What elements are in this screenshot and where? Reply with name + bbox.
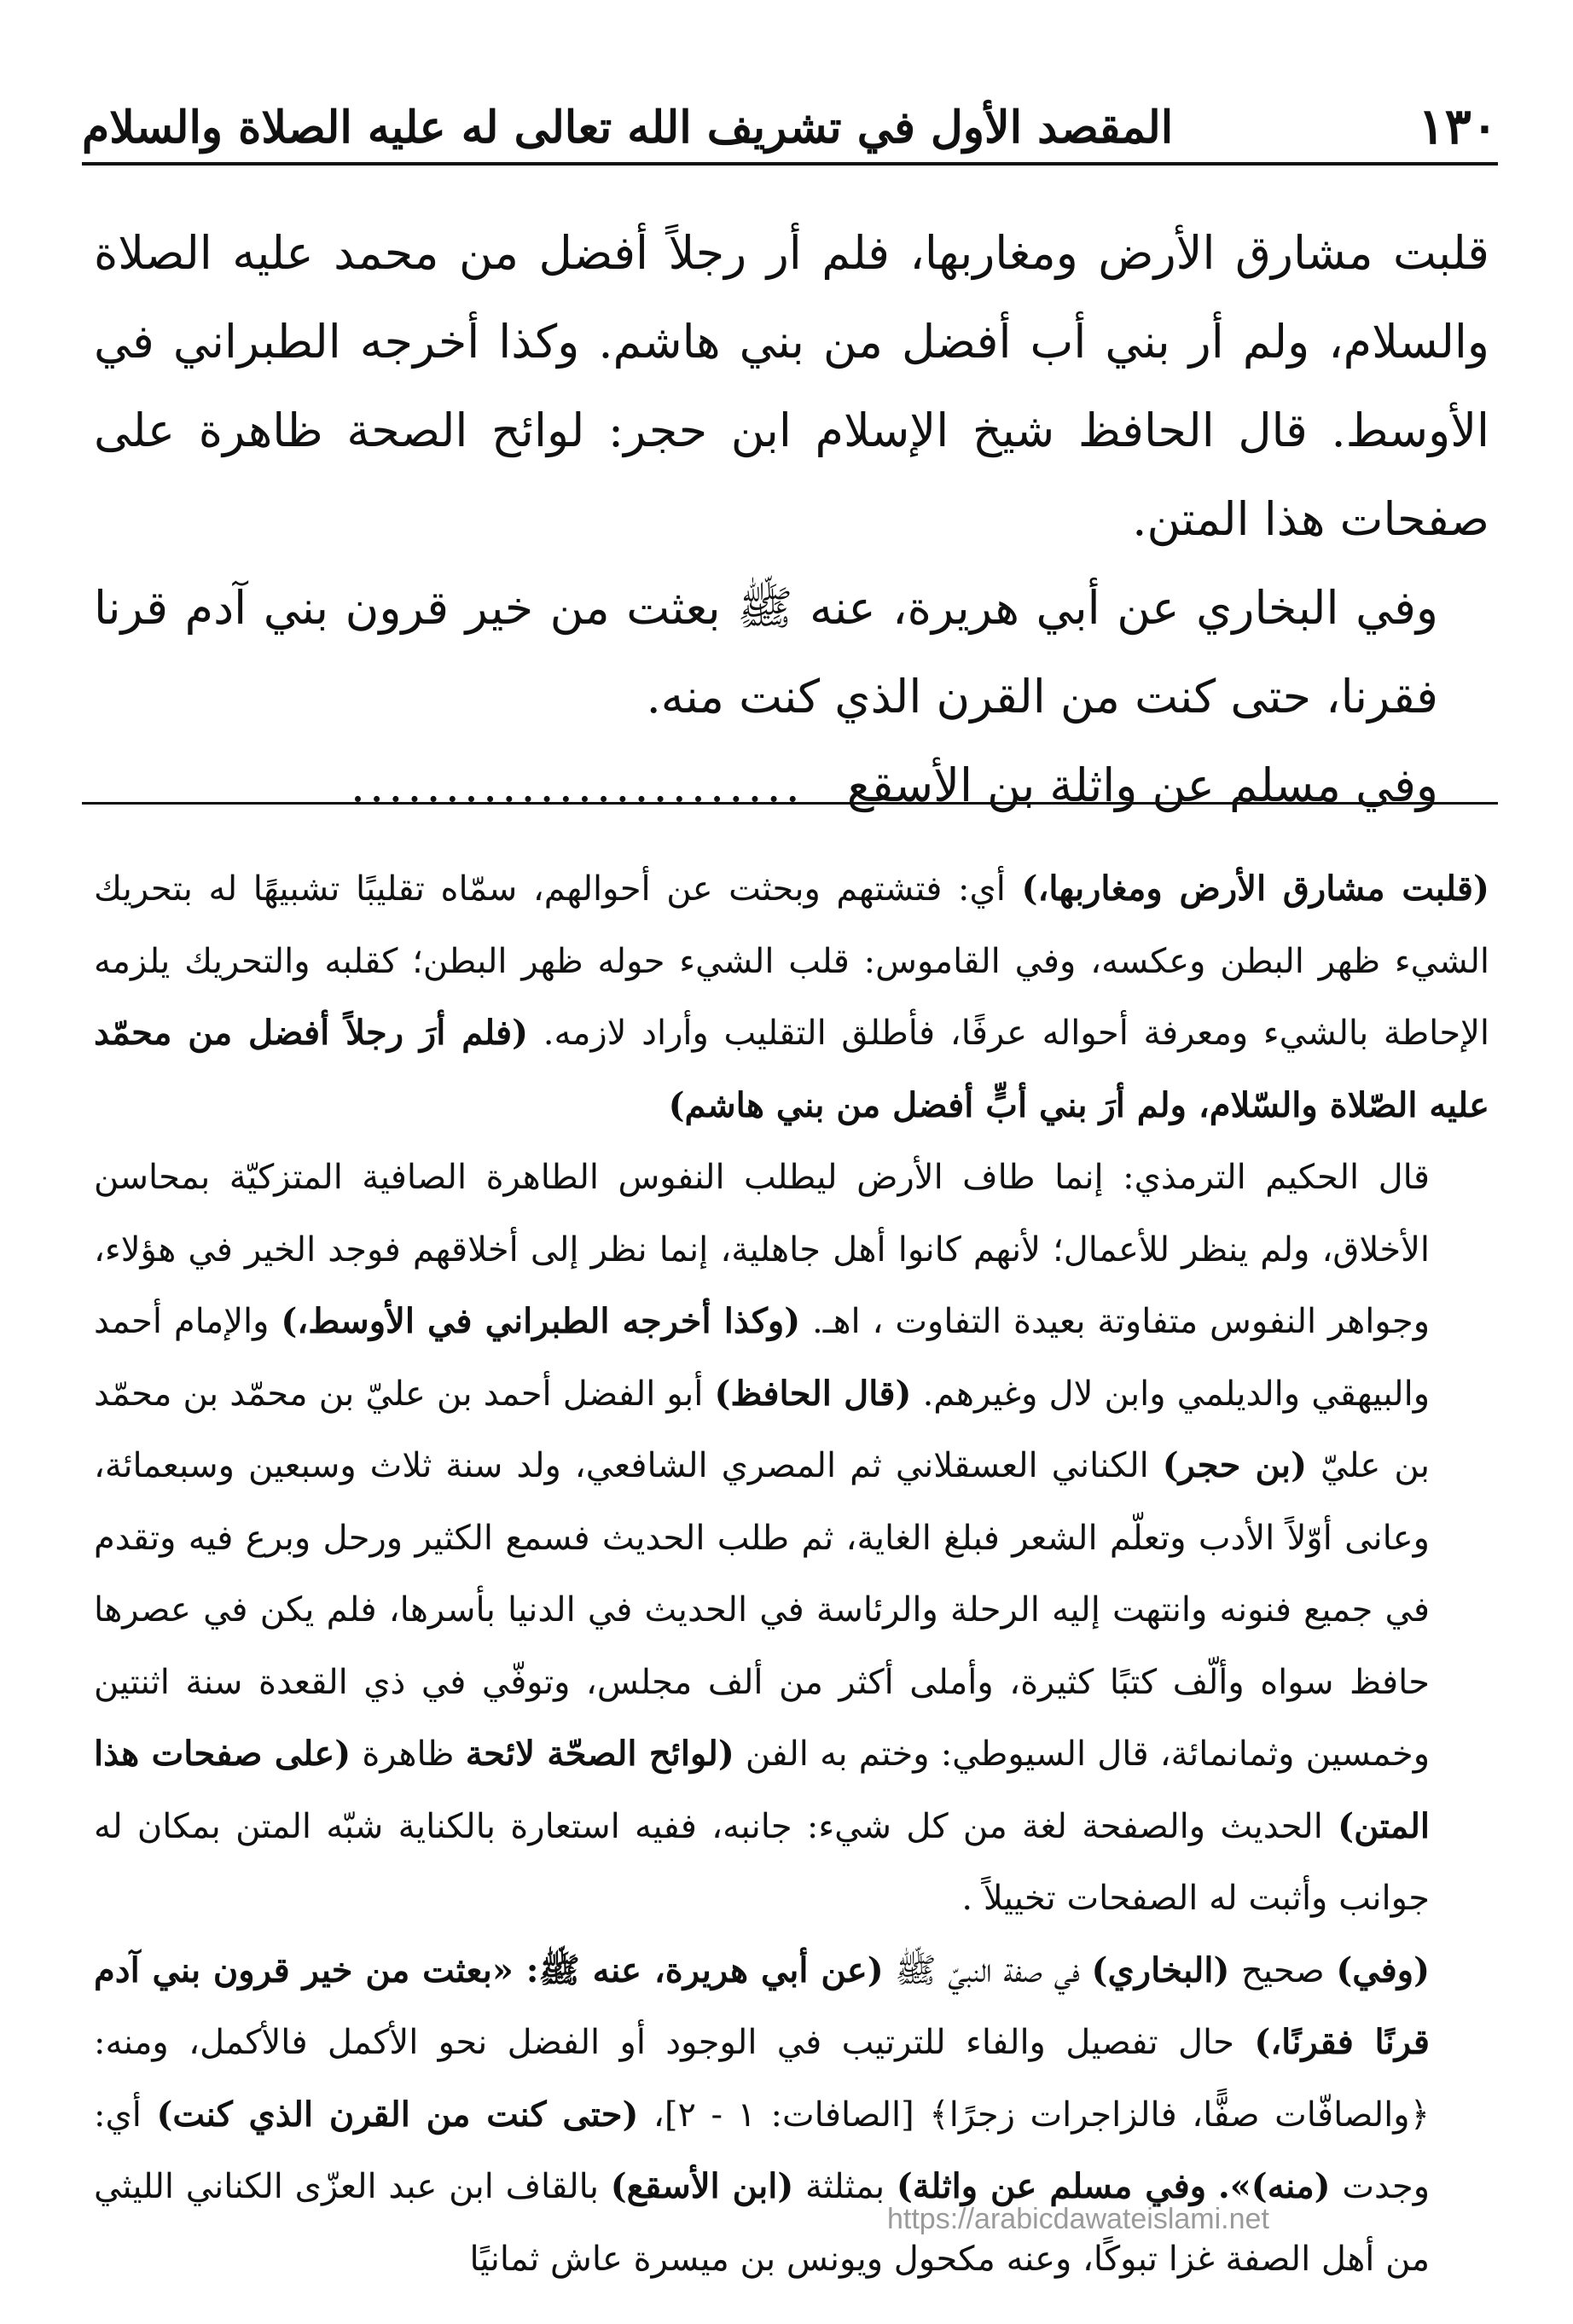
page-number: ١٣٠ xyxy=(1418,97,1498,155)
quoted-matn-phrase: (على صفحات هذا المتن) xyxy=(94,1734,1431,1846)
quoted-matn-phrase: (حتى كنت من القرن الذي كنت) xyxy=(156,2094,639,2135)
commentary-text-run: صحيح xyxy=(1229,1950,1337,1990)
quoted-matn-phrase: (ابن الأسقع) xyxy=(610,2166,794,2206)
watermark-url: https://arabicdawateislami.net xyxy=(887,2203,1269,2235)
commentary-text-run: الحديث والصفحة لغة من كل شيء: جانبه، ففيه استعارة بالكناية شبّه المتن بمكان له جوانب وأثبت له الصفحات تخييلاً . xyxy=(94,1806,1430,1918)
commentary-text-run xyxy=(1206,2167,1218,2206)
separator-rule xyxy=(82,802,1498,805)
commentary-paragraph xyxy=(94,1935,1489,2296)
main-text xyxy=(94,209,1489,830)
quoted-matn-phrase: (لوائح الصحّة لائحة xyxy=(465,1734,734,1774)
commentary-text-run: حال تفصيل والفاء للترتيب في الوجود أو الفضل نحو الأكمل فالأكمل، ومنه: ﴿والصافّات صفًّا، فالزاجرات زجرًا﴾ [الصافات: ١ - ٢]، xyxy=(94,2023,1431,2135)
commentary-paragraph xyxy=(94,1142,1489,1935)
main-paragraph-3 xyxy=(94,741,1489,830)
commentary-text xyxy=(94,853,1489,2295)
quoted-matn-phrase: (بن حجر) xyxy=(1162,1445,1307,1485)
commentary-text-run: بمثلثة xyxy=(793,2167,897,2206)
main-paragraph-1: قلبت مشارق الأرض ومغاربها، فلم أر رجلاً أفضل من محمد عليه الصلاة والسلام، ولم أر بني أب أفضل من بني هاشم. وكذا أخرجه الطبراني في الأوسط. قال الحافظ شيخ الإسلام ابن حجر: لوائح الصحة ظاهرة على صفحات هذا المتن. xyxy=(94,226,1489,546)
commentary-text-run: الكناني العسقلاني ثم المصري الشافعي، ولد سنة ثلاث وسبعين وسبعمائة، وعانى أوّلاً الأدب وتعلّم الشعر فبلغ الغاية، ثم طلب الحديث فسمع الكثير ورحل وبرع فيه وتقدم في جميع فنونه وانتهت إليه الرحلة والرئاسة في الحديث في الدنيا بأسرها، فلم يكن في عصرها حافظ سواه وألّف كتبًا كثيرة، وأملى أكثر من ألف مجلس، وتوفّي في ذي القعدة سنة اثنتين وخمسين وثمانمائة، قال السيوطي: وختم به الفن xyxy=(94,1446,1431,1774)
running-title: المقصد الأول في تشريف الله تعالى له عليه الصلاة والسلام xyxy=(82,102,1174,154)
commentary-text-run: أبو الفضل أحمد بن عليّ بن محمّد بن محمّد بن عليّ xyxy=(94,1374,1430,1485)
quoted-matn-phrase: (وفي) xyxy=(1336,1949,1430,1990)
commentary-text-run: والإمام أحمد والبيهقي والديلمي وابن لال وغيرهم. xyxy=(94,1302,1431,1414)
commentary-paragraph xyxy=(94,853,1489,1142)
quoted-matn-phrase: (عن أبي هريرة، عنه ﷺ: «بعثت من خير قرون بني آدم قرنًا فقرنًا،) xyxy=(94,1949,1430,2062)
quoted-matn-phrase: (منه)». xyxy=(1217,2166,1331,2206)
main-paragraph-2: وفي البخاري عن أبي هريرة، عنه ﷺ بعثت من خير قرون بني آدم قرنا فقرنا، حتى كنت من القرن الذي كنت منه. xyxy=(94,581,1438,723)
quoted-matn-phrase: (قال الحافظ) xyxy=(714,1373,912,1414)
page-header xyxy=(82,92,1498,166)
commentary-text-run: في صفة النبيّ ﷺ xyxy=(883,1950,1092,1990)
quoted-matn-phrase: (فلم أرَ رجلاً أفضل من محمّد عليه الصّلاة والسّلام، ولم أرَ بني أبٍّ أفضل من بني هاشم) xyxy=(94,1013,1489,1125)
commentary-text-run: أي: فتشتهم وبحثت عن أحوالهم، سمّاه تقليبًا تشبيهًا له بتحريك الشيء ظهر البطن وعكسه، وفي القاموس: قلب الشيء حوله ظهر البطن؛ كقلبه والتحريك يلزمه الإحاطة بالشيء ومعرفة أحواله عرفًا، فأطلق التقليب وأراد لازمه. xyxy=(94,869,1489,1053)
commentary-text-run: قال الحكيم الترمذي: إنما طاف الأرض ليطلب النفوس الطاهرة الصافية المتزكيّة بمحاسن الأخلاق، ولم ينظر للأعمال؛ لأنهم كانوا أهل جاهلية، إنما نظر إلى أخلاقهم فوجد الخير في هؤلاء، وجواهر النفوس متفاوتة بعيدة التفاوت ، اهـ. xyxy=(94,1158,1431,1341)
continuation-dots: ........................ xyxy=(350,758,804,812)
quoted-matn-phrase: (قلبت مشارق الأرض ومغاربها،) xyxy=(1021,869,1489,909)
quoted-matn-phrase: (البخاري) xyxy=(1091,1949,1230,1990)
quoted-matn-phrase: وفي مسلم عن واثلة) xyxy=(896,2166,1207,2206)
commentary-text-run: بالقاف ابن عبد العزّى الكناني الليثي من أهل الصفة غزا تبوكًا، وعنه مكحول ويونس بن ميسرة عاش ثمانيًا xyxy=(94,2167,1430,2279)
commentary-text-run: ظاهرة xyxy=(351,1734,466,1774)
commentary-text-run: أي: وجدت xyxy=(94,2095,1431,2206)
quoted-matn-phrase: (وكذا أخرجه الطبراني في الأوسط،) xyxy=(281,1301,801,1341)
main-paragraph-3-text: وفي مسلم عن واثلة بن الأسقع xyxy=(846,758,1438,812)
